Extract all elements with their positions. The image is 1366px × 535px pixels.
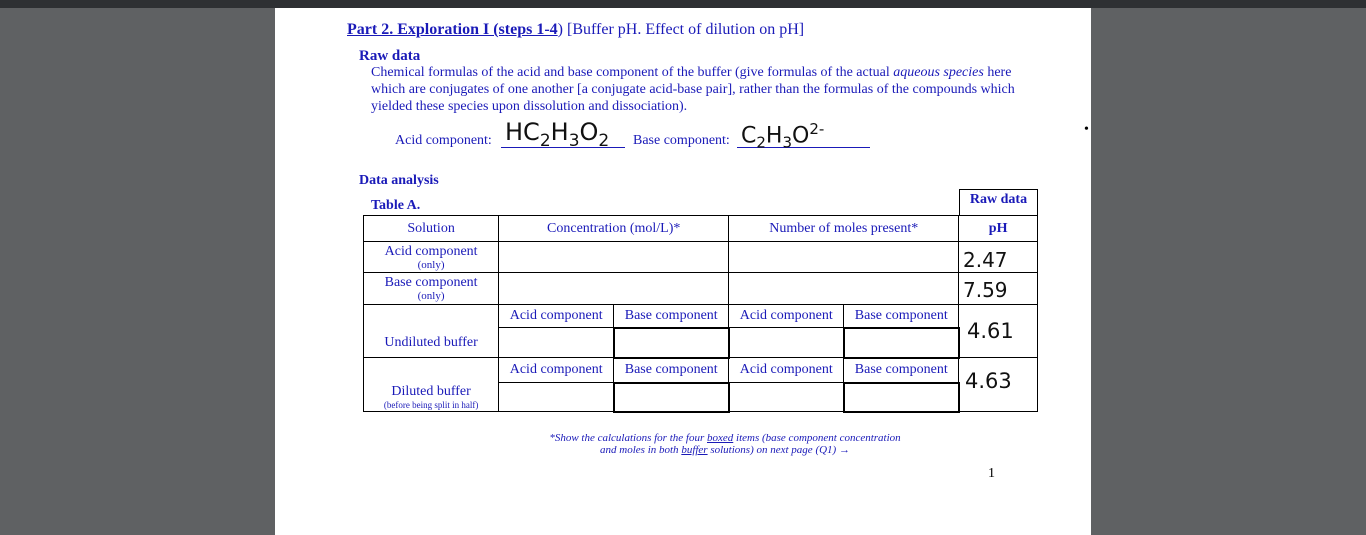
diluted-base-moles-box bbox=[844, 383, 959, 412]
sub-header-base: Base component bbox=[844, 305, 959, 328]
data-table bbox=[363, 215, 1038, 413]
footnote: *Show the calculations for the four boxed items (base component concentration and moles in both buffer solutions) on next page (Q1) → bbox=[549, 432, 901, 456]
undiluted-base-concentration-box bbox=[614, 328, 729, 358]
row-label-acid: Acid component (only) bbox=[364, 242, 499, 273]
instructions-paragraph: Chemical formulas of the acid and base component of the buffer (give formulas of the actual aqueous species here which are conjugates of one another [a conjugate acid-base pair], rather than the formulas of the compounds which yielded these species upon dissolution and dissociation). bbox=[371, 65, 1015, 114]
sub-header-acid: Acid component bbox=[499, 358, 614, 383]
acid-concentration-cell bbox=[499, 242, 729, 273]
base-handwritten-answer: $C_2H_3O^{2-}$ bbox=[741, 120, 825, 152]
header-concentration: Concentration (mol/L)* bbox=[499, 216, 729, 242]
ph-value-diluted: 4.63 bbox=[965, 369, 1012, 393]
acid-handwritten-answer: $HC_2H_3O_2$ bbox=[505, 118, 610, 151]
sub-header-acid: Acid component bbox=[729, 358, 844, 383]
page-number: 1 bbox=[988, 466, 995, 481]
sub-header-base: Base component bbox=[844, 358, 959, 383]
table-row bbox=[364, 358, 1038, 383]
header-ph: pH bbox=[959, 216, 1038, 242]
sub-header-acid: Acid component bbox=[499, 305, 614, 328]
stray-dot: • bbox=[1084, 122, 1089, 137]
table-header-row bbox=[364, 216, 1038, 242]
document-page bbox=[275, 8, 1091, 535]
diluted-acid-concentration-cell bbox=[499, 383, 614, 412]
raw-data-column-header: Raw data bbox=[959, 189, 1038, 216]
header-moles: Number of moles present* bbox=[729, 216, 959, 242]
table-row bbox=[364, 242, 1038, 273]
row-label-base: Base component (only) bbox=[364, 273, 499, 305]
undiluted-acid-moles-cell bbox=[729, 328, 844, 358]
sub-header-acid: Acid component bbox=[729, 305, 844, 328]
acid-moles-cell bbox=[729, 242, 959, 273]
section-title: Part 2. Exploration I (steps 1-4) [Buffer pH. Effect of dilution on pH] bbox=[347, 21, 805, 38]
sub-header-base: Base component bbox=[614, 358, 729, 383]
table-title: Table A. bbox=[371, 198, 421, 213]
base-moles-cell bbox=[729, 273, 959, 305]
data-analysis-heading: Data analysis bbox=[359, 173, 439, 188]
row-label-undiluted: Undiluted buffer bbox=[364, 305, 499, 358]
ph-value-base: 7.59 bbox=[963, 278, 1008, 302]
ph-value-undiluted: 4.61 bbox=[967, 319, 1014, 343]
diluted-base-concentration-box bbox=[614, 383, 729, 412]
ph-value-acid: 2.47 bbox=[963, 248, 1008, 272]
header-solution: Solution bbox=[364, 216, 499, 242]
section-title-link[interactable]: Part 2. Exploration I (steps 1-4 bbox=[347, 21, 558, 38]
acid-component-label: Acid component: bbox=[395, 133, 492, 148]
diluted-acid-moles-cell bbox=[729, 383, 844, 412]
base-component-label: Base component: bbox=[633, 133, 730, 148]
raw-data-heading: Raw data bbox=[359, 48, 421, 64]
sub-header-base: Base component bbox=[614, 305, 729, 328]
table-row bbox=[364, 305, 1038, 328]
row-label-diluted: Diluted buffer (before being split in half) bbox=[364, 358, 499, 412]
viewer-top-bar bbox=[0, 0, 1366, 8]
undiluted-base-moles-box bbox=[844, 328, 959, 358]
table-row bbox=[364, 273, 1038, 305]
undiluted-acid-concentration-cell bbox=[499, 328, 614, 358]
base-concentration-cell bbox=[499, 273, 729, 305]
